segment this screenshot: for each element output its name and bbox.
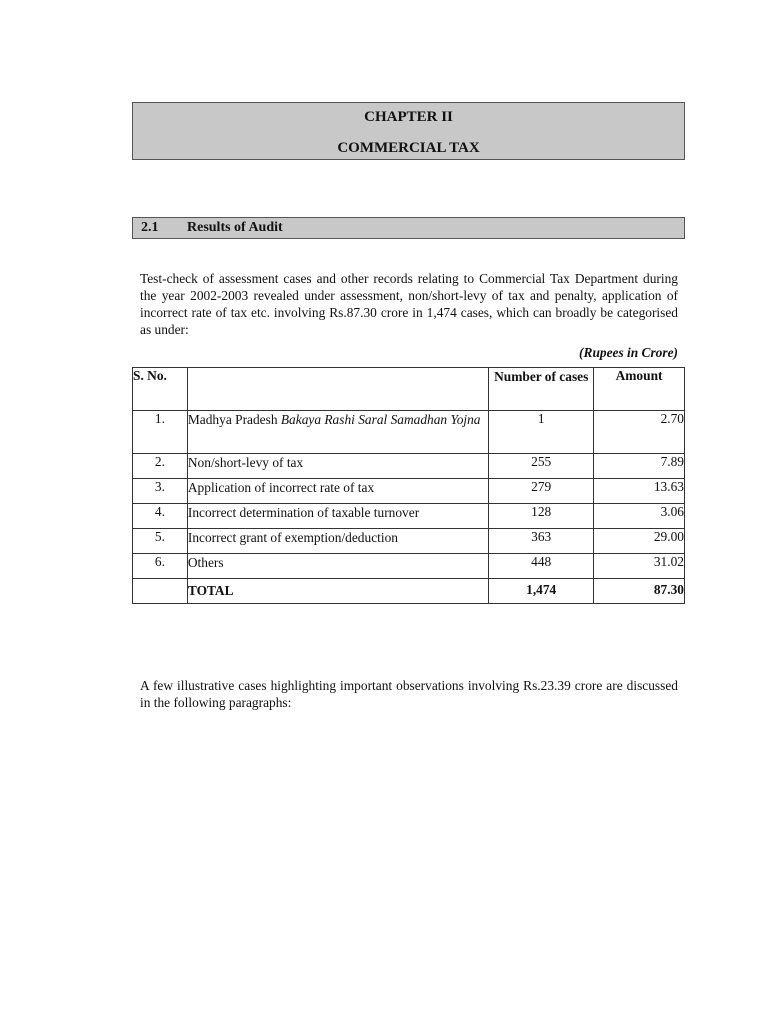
row-amount: 31.02 xyxy=(594,554,685,579)
header-sno: S. No. xyxy=(133,368,188,411)
table-row xyxy=(133,411,685,454)
header-cases: Number of cases xyxy=(489,368,594,411)
row-description: Others xyxy=(187,554,488,579)
row-description: Incorrect grant of exemption/deduction xyxy=(187,529,488,554)
row-amount: 29.00 xyxy=(594,529,685,554)
row-description-text: Madhya Pradesh xyxy=(187,412,281,427)
row-amount: 2.70 xyxy=(594,411,685,454)
table-row xyxy=(133,479,685,504)
row-description: Non/short-levy of tax xyxy=(187,454,488,479)
row-amount: 13.63 xyxy=(594,479,685,504)
unit-note: (Rupees in Crore) xyxy=(579,345,678,360)
table-row xyxy=(133,554,685,579)
audit-results-table xyxy=(132,367,685,604)
chapter-header xyxy=(132,102,685,160)
row-cases: 1 xyxy=(489,411,594,454)
row-amount: 7.89 xyxy=(594,454,685,479)
row-sno: 4. xyxy=(133,504,188,529)
total-cases: 1,474 xyxy=(489,579,594,604)
row-description xyxy=(187,411,488,454)
row-description-italic: Bakaya Rashi Saral Samadhan Yojna xyxy=(280,412,481,427)
row-cases: 279 xyxy=(489,479,594,504)
row-sno: 6. xyxy=(133,554,188,579)
table-row xyxy=(133,454,685,479)
total-label: TOTAL xyxy=(187,579,488,604)
total-sno-empty xyxy=(133,579,188,604)
row-cases: 255 xyxy=(489,454,594,479)
row-sno: 1. xyxy=(133,411,188,454)
closing-paragraph: A few illustrative cases highlighting important observations involving Rs.23.39 crore are discussed in the following paragraphs: xyxy=(140,678,678,710)
table-row xyxy=(133,504,685,529)
chapter-title: COMMERCIAL TAX xyxy=(337,140,480,156)
table-header-row xyxy=(133,368,685,411)
row-cases: 128 xyxy=(489,504,594,529)
row-amount: 3.06 xyxy=(594,504,685,529)
row-cases: 363 xyxy=(489,529,594,554)
table-total-row xyxy=(133,579,685,604)
section-title: Results of Audit xyxy=(187,220,283,235)
row-sno: 2. xyxy=(133,454,188,479)
section-number: 2.1 xyxy=(141,220,159,235)
section-header xyxy=(132,217,685,239)
header-description xyxy=(187,368,488,411)
header-amount: Amount xyxy=(594,368,685,411)
intro-paragraph: Test-check of assessment cases and other records relating to Commercial Tax Department during the year 2002-2003 revealed under assessment, non/short-levy of tax and penalty, application of incorrect rate of tax etc. involving Rs.87.30 crore in 1,474 cases, which can broadly be categorised as under: xyxy=(140,271,678,337)
row-sno: 5. xyxy=(133,529,188,554)
row-description: Application of incorrect rate of tax xyxy=(187,479,488,504)
row-cases: 448 xyxy=(489,554,594,579)
row-sno: 3. xyxy=(133,479,188,504)
chapter-number: CHAPTER II xyxy=(364,109,453,125)
total-amount: 87.30 xyxy=(594,579,685,604)
row-description: Incorrect determination of taxable turnover xyxy=(187,504,488,529)
table-row xyxy=(133,529,685,554)
